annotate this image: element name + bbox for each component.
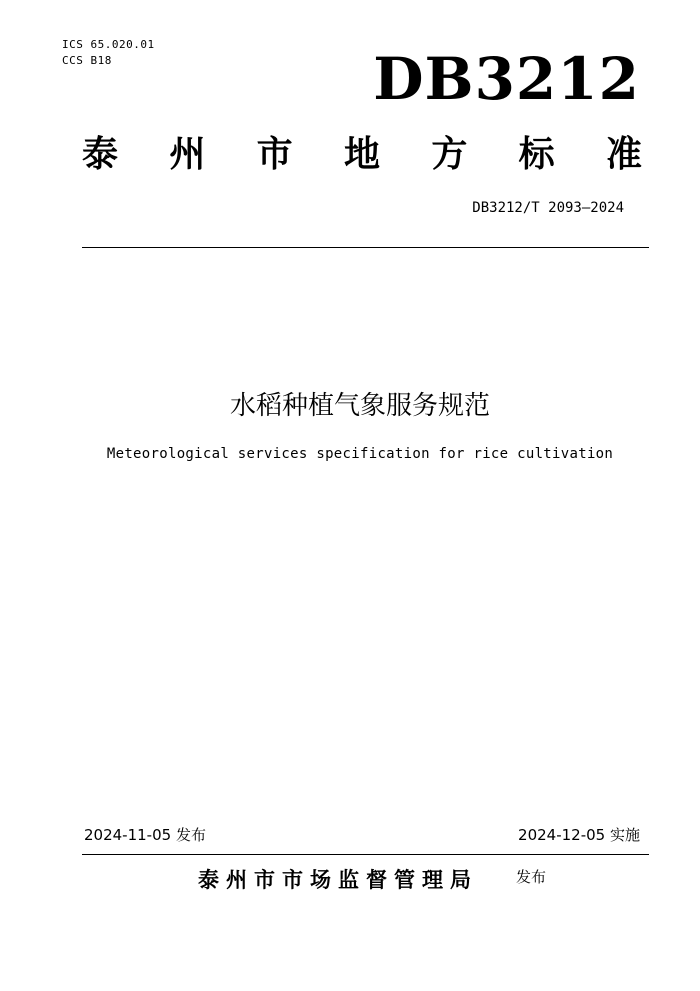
title-char: 州 [169, 133, 206, 175]
top-divider [82, 247, 649, 248]
title-char: 地 [343, 133, 380, 175]
bottom-divider [82, 854, 649, 855]
title-char: 方 [431, 133, 468, 175]
publisher-name: 泰州市市场监督管理局 [198, 867, 478, 892]
standard-number: DB3212/T 2093—2024 [472, 200, 624, 216]
publish-label: 发布 [516, 868, 547, 886]
document-title-english: Meteorological services specification for rice cultivation [106, 446, 614, 462]
implementation-date: 2024-12-05 实施 [518, 826, 640, 844]
title-char: 标 [518, 133, 555, 175]
standard-category-title [82, 133, 642, 175]
ccs-code: CCS B18 [62, 54, 112, 67]
title-char: 准 [605, 133, 642, 175]
document-title-chinese: 水稻种植气象服务规范 [229, 391, 490, 421]
issue-date: 2024-11-05 发布 [84, 826, 206, 844]
title-char: 市 [256, 133, 293, 175]
db-standard-mark: DB3212 [373, 45, 640, 113]
title-char: 泰 [82, 133, 119, 175]
ics-code: ICS 65.020.01 [62, 38, 155, 51]
